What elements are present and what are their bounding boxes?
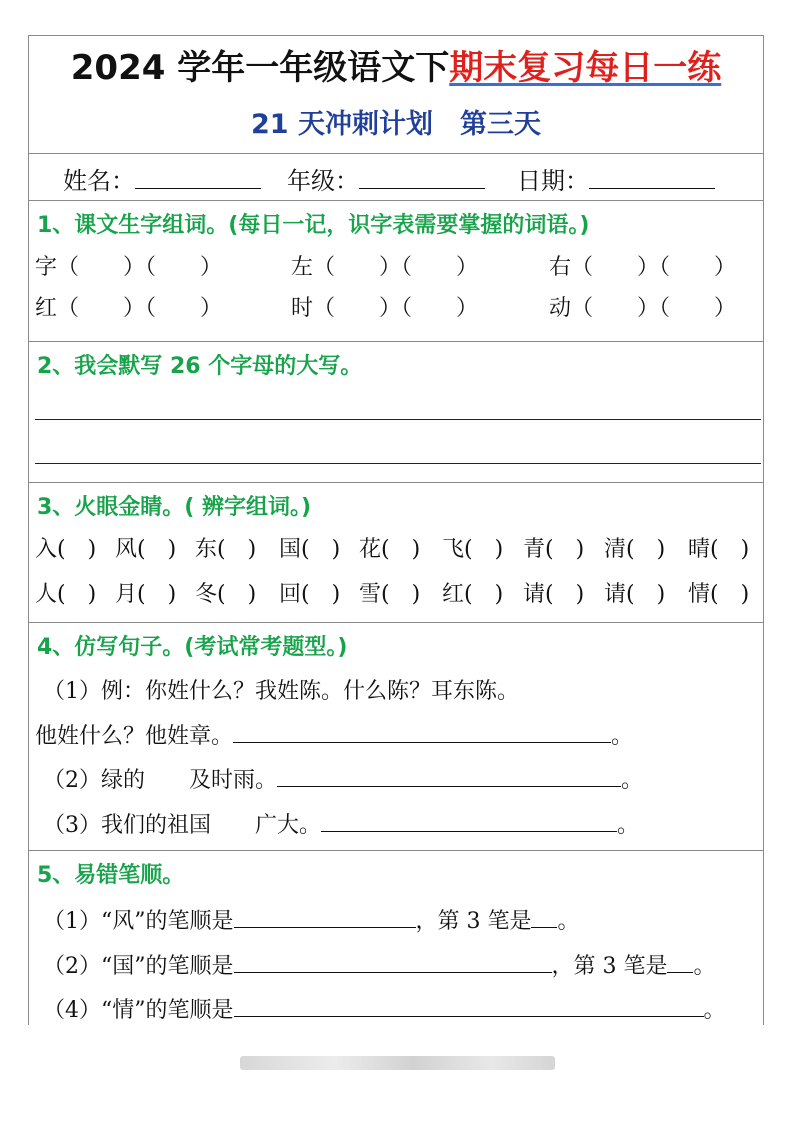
name-field[interactable] [63, 161, 261, 196]
answer-paren[interactable]: ( ) [464, 537, 504, 562]
grade-field[interactable] [287, 161, 485, 196]
title-black-part: 2024 学年一年级语文下 [70, 48, 450, 88]
prompt-text-b: 广大。 [255, 813, 322, 838]
word-char: 右 [549, 255, 572, 280]
period: 。 [621, 768, 644, 793]
word-blanks[interactable]: （ ）（ ） [57, 255, 223, 280]
blurred-footer [240, 1056, 555, 1070]
section4-heading: 4、仿写句子。(考试常考题型。) [37, 635, 348, 660]
distinguish-char: 红 [442, 582, 465, 607]
distinguish-char: 人 [35, 582, 58, 607]
period: 。 [611, 724, 634, 749]
stroke-order-blank[interactable] [234, 907, 416, 928]
answer-paren[interactable]: ( ) [301, 537, 341, 562]
section1-heading: 1、课文生字组词。(每日一记，识字表需要掌握的词语。) [37, 213, 590, 238]
stroke-order-blank[interactable] [234, 952, 552, 973]
distinguish-char: 清 [604, 537, 627, 562]
answer-paren[interactable]: ( ) [217, 537, 257, 562]
section-alphabet-dictation [29, 341, 763, 483]
answer-paren[interactable]: ( ) [137, 537, 177, 562]
distinguish-item [442, 577, 503, 608]
name-label: 姓名： [63, 167, 135, 195]
answer-paren[interactable]: ( ) [381, 582, 421, 607]
answer-paren[interactable]: ( ) [464, 582, 504, 607]
section2-heading: 2、我会默写 26 个字母的大写。 [37, 354, 363, 379]
word-char: 左 [291, 255, 314, 280]
example-sentence: （1）例：你姓什么？我姓陈。什么陈？耳东陈。 [43, 679, 519, 704]
distinguish-char: 冬 [195, 582, 218, 607]
distinguish-item [35, 532, 96, 563]
word-item [35, 291, 222, 322]
word-blanks[interactable]: （ ）（ ） [313, 255, 479, 280]
third-stroke-blank[interactable] [531, 907, 557, 928]
stroke-order-blank[interactable] [234, 996, 704, 1017]
answer-blank[interactable] [321, 811, 617, 832]
distinguish-item [195, 577, 256, 608]
word-item [549, 291, 736, 322]
distinguish-item [604, 532, 665, 563]
distinguish-item [523, 532, 584, 563]
word-char: 动 [549, 296, 572, 321]
distinguish-char: 雪 [359, 582, 382, 607]
word-char: 字 [35, 255, 58, 280]
distinguish-item [359, 577, 420, 608]
distinguish-char: 请 [604, 582, 627, 607]
writing-line[interactable] [35, 463, 761, 464]
section-character-distinguish [29, 482, 763, 623]
distinguish-char: 花 [359, 537, 382, 562]
date-field[interactable] [517, 161, 715, 196]
distinguish-char: 情 [688, 582, 711, 607]
title-red-part: 期末复习每日一练 [449, 48, 722, 88]
distinguish-item [279, 577, 340, 608]
section-stroke-order [29, 850, 763, 1026]
word-blanks[interactable]: （ ）（ ） [571, 296, 737, 321]
third-stroke-blank[interactable] [667, 952, 693, 973]
answer-paren[interactable]: ( ) [57, 582, 97, 607]
question-text: （2）“国”的笔顺是 [43, 954, 234, 979]
answer-paren[interactable]: ( ) [545, 537, 585, 562]
answer-paren[interactable]: ( ) [626, 537, 666, 562]
question-text: （1）“风”的笔顺是 [43, 909, 234, 934]
prompt-text-a: （3）我们的祖国 [43, 813, 211, 838]
answer-blank[interactable] [233, 722, 611, 743]
stroke-question-3 [43, 993, 726, 1024]
date-blank[interactable] [589, 166, 715, 189]
distinguish-char: 国 [279, 537, 302, 562]
distinguish-item [442, 532, 503, 563]
distinguish-item [115, 577, 176, 608]
main-title [29, 48, 763, 88]
answer-paren[interactable]: ( ) [137, 582, 177, 607]
answer-paren[interactable]: ( ) [710, 537, 750, 562]
period: 。 [693, 954, 716, 979]
distinguish-item [279, 532, 340, 563]
distinguish-char: 请 [523, 582, 546, 607]
word-item [291, 250, 478, 281]
answer-paren[interactable]: ( ) [301, 582, 341, 607]
answer-paren[interactable]: ( ) [217, 582, 257, 607]
question-text: （4）“情”的笔顺是 [43, 998, 234, 1023]
distinguish-item [688, 532, 749, 563]
worksheet [28, 35, 764, 1025]
word-item [291, 291, 478, 322]
period: 。 [557, 909, 580, 934]
word-item [35, 250, 222, 281]
date-label: 日期： [517, 167, 589, 195]
distinguish-item [195, 532, 256, 563]
imitation-line-3 [43, 808, 639, 839]
answer-paren[interactable]: ( ) [381, 537, 421, 562]
distinguish-item [523, 577, 584, 608]
distinguish-char: 回 [279, 582, 302, 607]
word-blanks[interactable]: （ ）（ ） [571, 255, 737, 280]
stroke-question-2 [43, 949, 716, 980]
section-word-formation [29, 200, 763, 342]
answer-paren[interactable]: ( ) [57, 537, 97, 562]
distinguish-item [35, 577, 96, 608]
word-char: 时 [291, 296, 314, 321]
period: 。 [617, 813, 640, 838]
word-item [549, 250, 736, 281]
distinguish-char: 东 [195, 537, 218, 562]
grade-blank[interactable] [359, 166, 485, 189]
distinguish-item [115, 532, 176, 563]
distinguish-char: 月 [115, 582, 138, 607]
prompt-text-a: （2）绿的 [43, 768, 145, 793]
stroke-question-1 [43, 904, 580, 935]
answer-paren[interactable]: ( ) [710, 582, 750, 607]
section-sentence-imitation [29, 622, 763, 851]
period: 。 [703, 998, 726, 1023]
title-block [29, 36, 763, 154]
sub-title: 21 天冲刺计划 第三天 [251, 109, 541, 140]
distinguish-char: 风 [115, 537, 138, 562]
answer-paren[interactable]: ( ) [545, 582, 585, 607]
distinguish-item [604, 577, 665, 608]
word-char: 红 [35, 296, 58, 321]
word-blanks[interactable]: （ ）（ ） [313, 296, 479, 321]
imitation-line-1 [35, 719, 633, 750]
distinguish-char: 青 [523, 537, 546, 562]
question-text-b: ，第 3 笔是 [415, 909, 532, 934]
writing-line[interactable] [35, 419, 761, 420]
distinguish-item [359, 532, 420, 563]
distinguish-item [688, 577, 749, 608]
prompt-text-b: 及时雨。 [189, 768, 278, 793]
section5-heading: 5、易错笔顺。 [37, 863, 185, 888]
question-text-b: ，第 3 笔是 [551, 954, 668, 979]
imitation-line-2 [43, 763, 643, 794]
prompt-text: 他姓什么？他姓章。 [35, 724, 234, 749]
word-blanks[interactable]: （ ）（ ） [57, 296, 223, 321]
name-blank[interactable] [135, 166, 261, 189]
answer-blank[interactable] [277, 766, 621, 787]
distinguish-char: 入 [35, 537, 58, 562]
answer-paren[interactable]: ( ) [626, 582, 666, 607]
section3-heading: 3、火眼金睛。( 辨字组词。) [37, 495, 312, 520]
distinguish-char: 飞 [442, 537, 465, 562]
student-info-row [29, 153, 763, 201]
grade-label: 年级： [287, 167, 359, 195]
distinguish-char: 晴 [688, 537, 711, 562]
